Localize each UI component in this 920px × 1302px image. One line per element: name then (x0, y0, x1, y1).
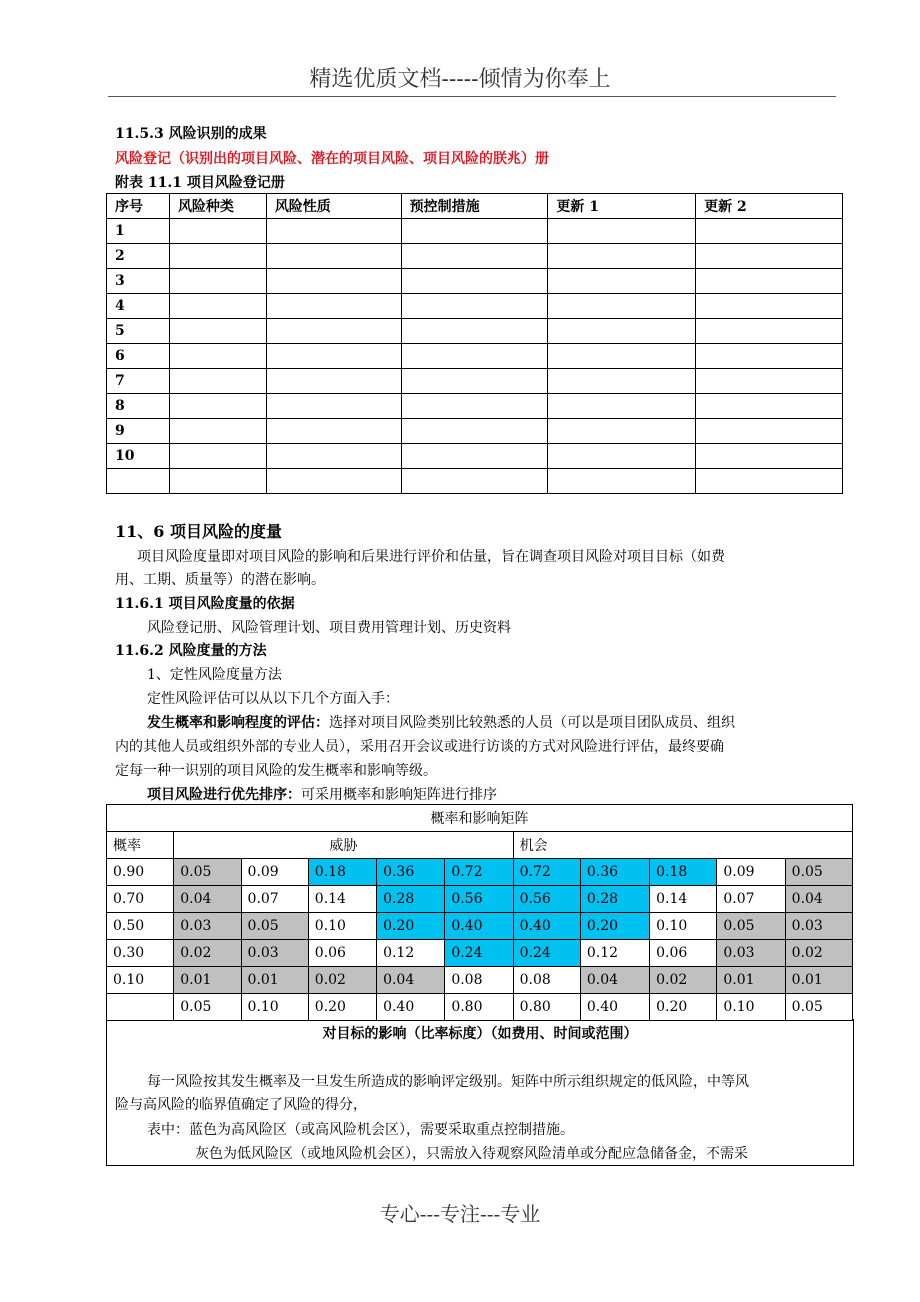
register-cell (548, 244, 696, 269)
register-header-cell: 风险性质 (266, 194, 401, 219)
matrix-cell: 0.01 (241, 967, 308, 994)
register-cell (548, 369, 696, 394)
impact-value: 0.80 (513, 994, 580, 1021)
matrix-row (107, 886, 853, 913)
matrix-cell: 0.18 (308, 859, 376, 886)
register-header-cell: 预控制措施 (401, 194, 548, 219)
matrix-cell: 0.56 (445, 886, 513, 913)
register-row-number: 3 (107, 269, 170, 294)
impact-row (107, 994, 853, 1021)
impact-value: 0.10 (241, 994, 308, 1021)
register-cell (548, 319, 696, 344)
register-header-cell: 风险种类 (169, 194, 266, 219)
matrix-cell: 0.04 (377, 967, 445, 994)
register-cell (169, 344, 266, 369)
register-cell (696, 344, 843, 369)
register-cell (548, 344, 696, 369)
matrix-cell: 0.14 (650, 886, 717, 913)
method-1: 1、定性风险度量方法 (147, 667, 282, 683)
matrix-cell: 0.01 (785, 967, 852, 994)
register-row-number: 9 (107, 419, 170, 444)
register-row-number: 5 (107, 319, 170, 344)
matrix-cell: 0.06 (650, 940, 717, 967)
evaluation-line-2: 内的其他人员或组织外部的专业人员），采用召开会议或进行访谈的方式对风险进行评估，最终要确 (115, 739, 724, 755)
matrix-cell: 0.36 (377, 859, 445, 886)
method-2: 定性风险评估可以从以下几个方面入手： (147, 691, 399, 707)
evaluation-bold-label: 发生概率和影响程度的评估： (147, 715, 329, 731)
table-caption: 附表 11.1 项目风险登记册 (115, 175, 285, 191)
matrix-label-row (107, 832, 853, 859)
impact-value: 0.10 (717, 994, 785, 1021)
impact-caption: 对目标的影响（比率标度）（如费用、时间或范围） (322, 1026, 638, 1042)
explanation-line-2: 险与高风险的临界值确定了风险的得分， (115, 1097, 367, 1113)
matrix-cell: 0.08 (513, 967, 580, 994)
matrix-cell: 0.36 (580, 859, 649, 886)
page-header: 精选优质文档-----倾情为你奉上 (309, 67, 611, 92)
matrix-cell: 0.02 (308, 967, 376, 994)
register-row (107, 419, 843, 444)
intro-paragraph-line-1: 项目风险度量即对项目风险的影响和后果进行评价和估量，旨在调查项目风险对项目目标（如费 (137, 549, 725, 565)
register-cell (266, 369, 401, 394)
risk-register-title: 风险登记（识别出的项目风险、潜在的项目风险、项目风险的朕兆）册 (115, 151, 549, 167)
register-row-number: 4 (107, 294, 170, 319)
register-cell (401, 419, 548, 444)
explanation-line-3: 表中：蓝色为高风险区（或高风险机会区），需要采取重点控制措施。 (147, 1122, 574, 1138)
section-11-6-1-heading: 11.6.1 项目风险度量的依据 (115, 596, 295, 612)
explanation-line-1: 每一风险按其发生概率及一旦发生所造成的影响评定级别。矩阵中所示组织规定的低风险，中等风 (147, 1074, 749, 1090)
opportunity-label: 机会 (513, 832, 852, 859)
matrix-cell: 0.12 (377, 940, 445, 967)
matrix-cell: 0.05 (241, 913, 308, 940)
register-cell (266, 419, 401, 444)
register-cell (266, 294, 401, 319)
matrix-cell: 0.20 (580, 913, 649, 940)
register-cell (696, 319, 843, 344)
register-cell (548, 394, 696, 419)
matrix-cell: 0.09 (717, 859, 785, 886)
register-row (107, 219, 843, 244)
matrix-cell: 0.07 (717, 886, 785, 913)
register-row (107, 269, 843, 294)
matrix-cell: 0.40 (445, 913, 513, 940)
evaluation-line-3: 定每一种一识别的项目风险的发生概率和影响等级。 (115, 763, 437, 779)
impact-value: 0.40 (377, 994, 445, 1021)
matrix-cell: 0.28 (580, 886, 649, 913)
matrix-cell: 0.10 (308, 913, 376, 940)
probability-label: 概率 (107, 832, 174, 859)
register-cell (169, 319, 266, 344)
impact-value: 0.80 (445, 994, 513, 1021)
matrix-cell: 0.72 (445, 859, 513, 886)
impact-row-blank (107, 994, 174, 1021)
probability-value: 0.30 (107, 940, 174, 967)
priority-bold-label: 项目风险进行优先排序： (147, 787, 301, 803)
register-cell (548, 269, 696, 294)
section-11-6-heading: 11、6 项目风险的度量 (115, 522, 282, 541)
register-row (107, 369, 843, 394)
register-cell (169, 219, 266, 244)
matrix-cell: 0.03 (717, 940, 785, 967)
register-cell (169, 244, 266, 269)
register-cell (266, 269, 401, 294)
register-cell (696, 294, 843, 319)
register-row-number: 7 (107, 369, 170, 394)
matrix-title-row (107, 805, 853, 832)
register-cell (266, 244, 401, 269)
register-cell (401, 369, 548, 394)
matrix-title: 概率和影响矩阵 (107, 805, 853, 832)
register-cell (696, 369, 843, 394)
register-cell (401, 319, 548, 344)
matrix-row (107, 940, 853, 967)
register-cell (696, 469, 843, 494)
priority-line (147, 784, 497, 804)
matrix-cell: 0.10 (650, 913, 717, 940)
register-cell (266, 394, 401, 419)
register-cell (696, 244, 843, 269)
matrix-cell: 0.18 (650, 859, 717, 886)
matrix-cell: 0.14 (308, 886, 376, 913)
register-cell (401, 444, 548, 469)
matrix-cell: 0.04 (580, 967, 649, 994)
matrix-cell: 0.03 (785, 913, 852, 940)
matrix-cell: 0.06 (308, 940, 376, 967)
register-cell (548, 294, 696, 319)
matrix-cell: 0.03 (174, 913, 241, 940)
matrix-cell: 0.05 (174, 859, 241, 886)
section-11-6-2-heading: 11.6.2 风险度量的方法 (115, 643, 267, 659)
matrix-row (107, 859, 853, 886)
register-row-number: 1 (107, 219, 170, 244)
register-cell (169, 419, 266, 444)
matrix-cell: 0.40 (513, 913, 580, 940)
register-cell (548, 219, 696, 244)
matrix-cell: 0.12 (580, 940, 649, 967)
register-cell (548, 469, 696, 494)
matrix-cell: 0.02 (785, 940, 852, 967)
register-cell (548, 444, 696, 469)
register-cell (401, 344, 548, 369)
register-row (107, 244, 843, 269)
register-row (107, 319, 843, 344)
section-11-5-3-heading: 11.5.3 风险识别的成果 (115, 126, 267, 142)
register-row (107, 394, 843, 419)
evaluation-line-1 (147, 712, 735, 732)
basis-text: 风险登记册、风险管理计划、项目费用管理计划、历史资料 (147, 620, 511, 636)
matrix-cell: 0.72 (513, 859, 580, 886)
impact-value: 0.40 (580, 994, 649, 1021)
register-header-cell: 更新 2 (696, 194, 843, 219)
impact-value: 0.05 (785, 994, 852, 1021)
register-cell (169, 394, 266, 419)
impact-value: 0.20 (650, 994, 717, 1021)
register-row-number: 10 (107, 444, 170, 469)
register-cell (696, 269, 843, 294)
register-cell (169, 444, 266, 469)
register-cell (169, 294, 266, 319)
register-row-number: 6 (107, 344, 170, 369)
probability-value: 0.10 (107, 967, 174, 994)
matrix-cell: 0.05 (785, 859, 852, 886)
register-row-number (107, 469, 170, 494)
register-cell (169, 369, 266, 394)
matrix-row (107, 913, 853, 940)
register-header-cell: 序号 (107, 194, 170, 219)
register-cell (401, 394, 548, 419)
matrix-cell: 0.04 (785, 886, 852, 913)
probability-value: 0.50 (107, 913, 174, 940)
matrix-cell: 0.07 (241, 886, 308, 913)
register-cell (696, 419, 843, 444)
matrix-cell: 0.24 (513, 940, 580, 967)
impact-value: 0.20 (308, 994, 376, 1021)
probability-value: 0.70 (107, 886, 174, 913)
register-cell (266, 444, 401, 469)
register-cell (401, 294, 548, 319)
register-cell (401, 244, 548, 269)
register-cell (696, 219, 843, 244)
header-rule (108, 96, 836, 97)
matrix-cell: 0.56 (513, 886, 580, 913)
matrix-cell: 0.02 (174, 940, 241, 967)
matrix-explanation-box (106, 1019, 854, 1166)
matrix-cell: 0.24 (445, 940, 513, 967)
matrix-cell: 0.08 (445, 967, 513, 994)
matrix-cell: 0.04 (174, 886, 241, 913)
matrix-cell: 0.28 (377, 886, 445, 913)
matrix-cell: 0.01 (717, 967, 785, 994)
register-cell (696, 394, 843, 419)
matrix-cell: 0.05 (717, 913, 785, 940)
register-row (107, 444, 843, 469)
register-cell (266, 344, 401, 369)
intro-paragraph-line-2: 用、工期、质量等）的潜在影响。 (115, 572, 325, 588)
register-cell (401, 219, 548, 244)
register-cell (169, 269, 266, 294)
register-cell (169, 469, 266, 494)
matrix-cell: 0.20 (377, 913, 445, 940)
matrix-cell: 0.02 (650, 967, 717, 994)
register-row-number: 2 (107, 244, 170, 269)
register-cell (696, 444, 843, 469)
matrix-cell: 0.03 (241, 940, 308, 967)
impact-value: 0.05 (174, 994, 241, 1021)
register-row (107, 469, 843, 494)
explanation-line-4: 灰色为低风险区（或地风险机会区），只需放入待观察风险清单或分配应急储备金，不需采 (195, 1146, 748, 1162)
register-header-row (107, 194, 843, 219)
matrix-cell: 0.01 (174, 967, 241, 994)
register-header-cell: 更新 1 (548, 194, 696, 219)
register-cell (401, 469, 548, 494)
threat-label: 威胁 (174, 832, 513, 859)
register-cell (266, 219, 401, 244)
matrix-cell: 0.09 (241, 859, 308, 886)
evaluation-text: 选择对项目风险类别比较熟悉的人员（可以是项目团队成员、组织 (329, 715, 735, 731)
matrix-row (107, 967, 853, 994)
register-row (107, 344, 843, 369)
priority-text: 可采用概率和影响矩阵进行排序 (301, 787, 497, 803)
register-cell (266, 469, 401, 494)
register-cell (401, 269, 548, 294)
register-cell (266, 319, 401, 344)
register-row (107, 294, 843, 319)
risk-register-table (106, 193, 843, 494)
page-footer: 专心---专注---专业 (379, 1202, 541, 1226)
probability-impact-matrix (106, 804, 853, 1021)
probability-value: 0.90 (107, 859, 174, 886)
register-row-number: 8 (107, 394, 170, 419)
register-cell (548, 419, 696, 444)
